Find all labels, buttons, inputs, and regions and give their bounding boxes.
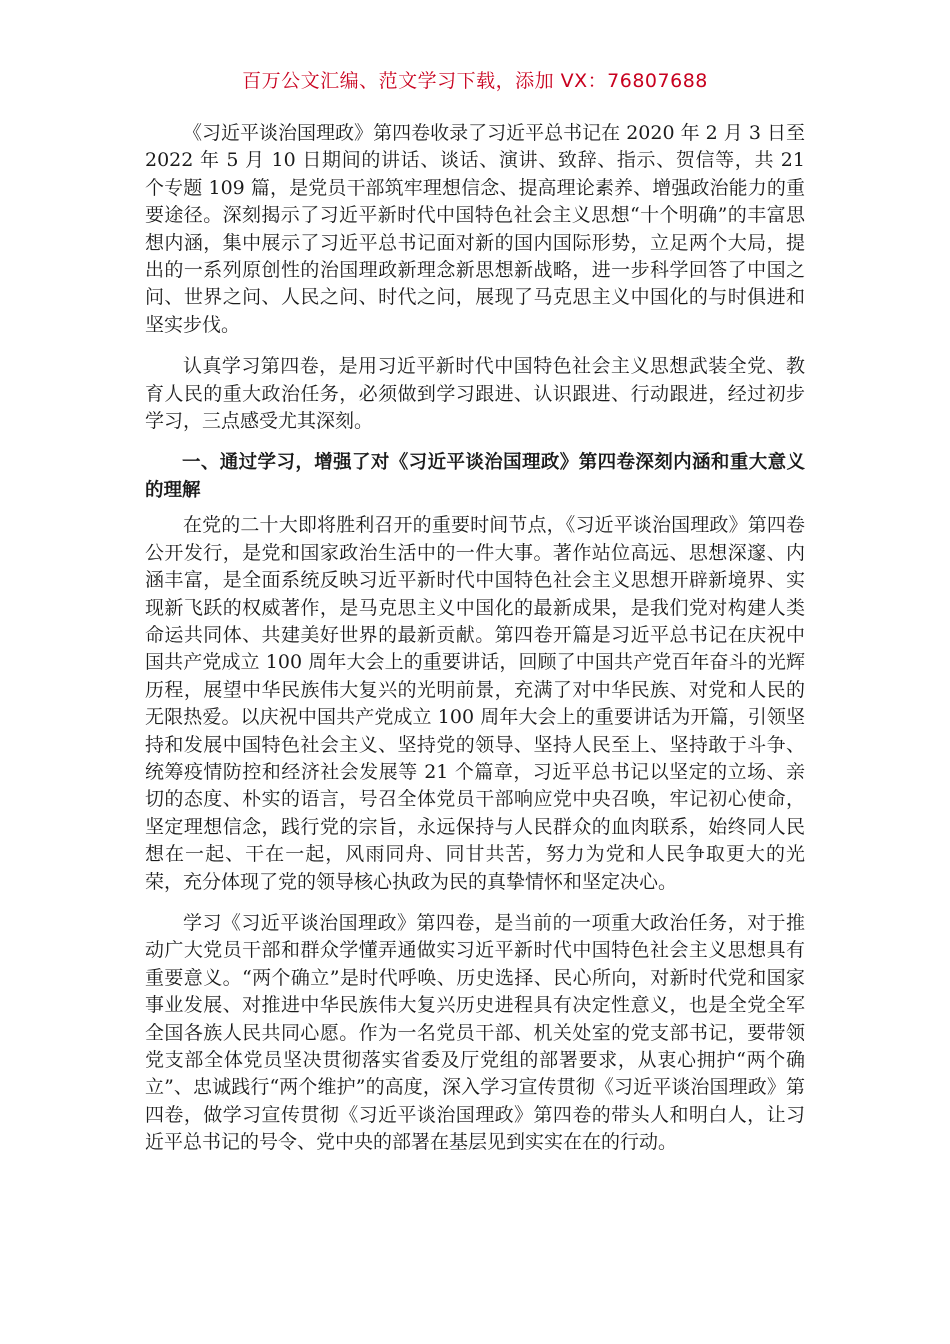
body-paragraph: 学习《习近平谈治国理政》第四卷，是当前的一项重大政治任务，对于推动广大党员干部和群众学懂弄通做实习近平新时代中国特色社会主义思想具有重要意义。“两个确立”是时代呼唤、历史选择、民心所向，对新时代党和国家事业发展、对推进中华民族伟大复兴历史进程具有决定性意义，也是全党全军全国各族人民共同心愿。作为一名党员干部、机关处室的党支部书记，要带领党支部全体党员坚决贯彻落实省委及厅党组的部署要求，从衷心拥护“两个确立”、忠诚践行“两个维护”的高度，深入学习宣传贯彻《习近平谈治国理政》第四卷，做学习宣传贯彻《习近平谈治国理政》第四卷的带头人和明白人，让习近平总书记的号令、党中央的部署在基层见到实实在在的行动。 bbox=[145, 911, 805, 1154]
section-heading: 一、通过学习，增强了对《习近平谈治国理政》第四卷深刻内涵和重大意义的理解 bbox=[145, 452, 805, 501]
download-banner: 百万公文汇编、范文学习下载，添加 VX：76807688 bbox=[242, 70, 708, 92]
body-paragraph: 《习近平谈治国理政》第四卷收录了习近平总书记在 2020 年 2 月 3 日至 2022 年 5 月 10 日期间的讲话、谈话、演讲、致辞、指示、贺信等，共 21 个专题 109 篇，是党员干部筑牢理想信念、提高理论素养、增强政治能力的重要途径。深刻揭示了习近平新时代中国特色社会主义思想“十个明确”的丰富思想内涵，集中展示了习近平总书记面对新的国内国际形势，立足两个大局，提出的一系列原创性的治国理政新理念新思想新战略，进一步科学回答了中国之问、世界之问、人民之问、时代之问，展现了马克思主义中国化的与时俱进和坚实步伐。 bbox=[145, 122, 805, 336]
document-body bbox=[145, 120, 805, 1171]
body-paragraph: 在党的二十大即将胜利召开的重要时间节点，《习近平谈治国理政》第四卷公开发行，是党和国家政治生活中的一件大事。著作站位高远、思想深邃、内涵丰富，是全面系统反映习近平新时代中国特色社会主义思想开辟新境界、实现新飞跃的权威著作，是马克思主义中国化的最新成果，是我们党对构建人类命运共同体、共建美好世界的最新贡献。第四卷开篇是习近平总书记在庆祝中国共产党成立 100 周年大会上的重要讲话，回顾了中国共产党百年奋斗的光辉历程，展望中华民族伟大复兴的光明前景，充满了对中华民族、对党和人民的无限热爱。以庆祝中国共产党成立 100 周年大会上的重要讲话为开篇，引领坚持和发展中国特色社会主义、坚持党的领导、坚持人民至上、坚持敢于斗争、统筹疫情防控和经济社会发展等 21 个篇章，习近平总书记以坚定的立场、亲切的态度、朴实的语言，号召全体党员干部响应党中央召唤，牢记初心使命，坚定理想信念，践行党的宗旨，永远保持与人民群众的血肉联系，始终同人民想在一起、干在一起，风雨同舟、同甘共苦，努力为党和人民争取更大的光荣，充分体现了党的领导核心执政为民的真挚情怀和坚定决心。 bbox=[145, 514, 805, 893]
body-paragraph: 认真学习第四卷，是用习近平新时代中国特色社会主义思想武装全党、教育人民的重大政治任务，必须做到学习跟进、认识跟进、行动跟进，经过初步学习，三点感受尤其深刻。 bbox=[145, 355, 805, 433]
